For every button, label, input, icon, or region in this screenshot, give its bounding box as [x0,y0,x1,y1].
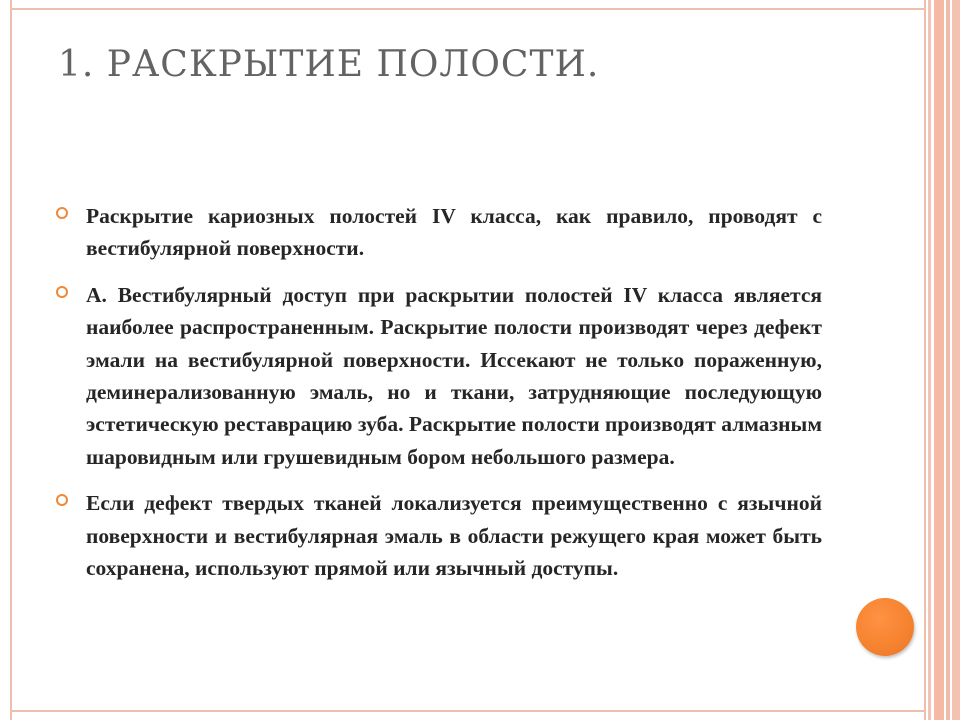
edge-stripe [946,0,950,720]
edge-stripe [934,0,944,720]
bullet-ring-icon [56,207,68,219]
frame-line-bottom [10,710,926,712]
orange-circle-icon [856,598,914,656]
edge-stripe [952,0,960,720]
frame-line-left [10,0,12,720]
bullet-text: А. Вестибулярный доступ при раскрытии полостей IV класса является наиболее распространенным. Раскрытие полости производят через дефект эмали на вестибулярной поверхности. Иссекают не только пораженную, деминерализованную эмаль, но и ткани, затрудняющие последующую эстетическую реставрацию зуба. Раскрытие полости производят алмазным шаровидным или грушевидным бором небольшого размера. [86,282,822,469]
bullet-list [56,200,822,598]
bullet-text: Раскрытие кариозных полостей IV класса, как правило, проводят с вестибулярной поверхности. [86,204,822,261]
bullet-item [56,279,822,473]
slide-title: 1. РАСКРЫТИЕ ПОЛОСТИ. [58,44,600,85]
edge-stripe [928,0,931,720]
frame-line-right [924,0,926,720]
bullet-ring-icon [56,286,68,298]
frame-line-top [10,8,926,10]
bullet-item [56,487,822,584]
bullet-ring-icon [56,494,68,506]
bullet-item [56,200,822,265]
bullet-text: Если дефект твердых тканей локализуется преимущественно с язычной поверхности и вестибулярная эмаль в области режущего края может быть сохранена, используют прямой или язычный доступы. [86,491,822,581]
